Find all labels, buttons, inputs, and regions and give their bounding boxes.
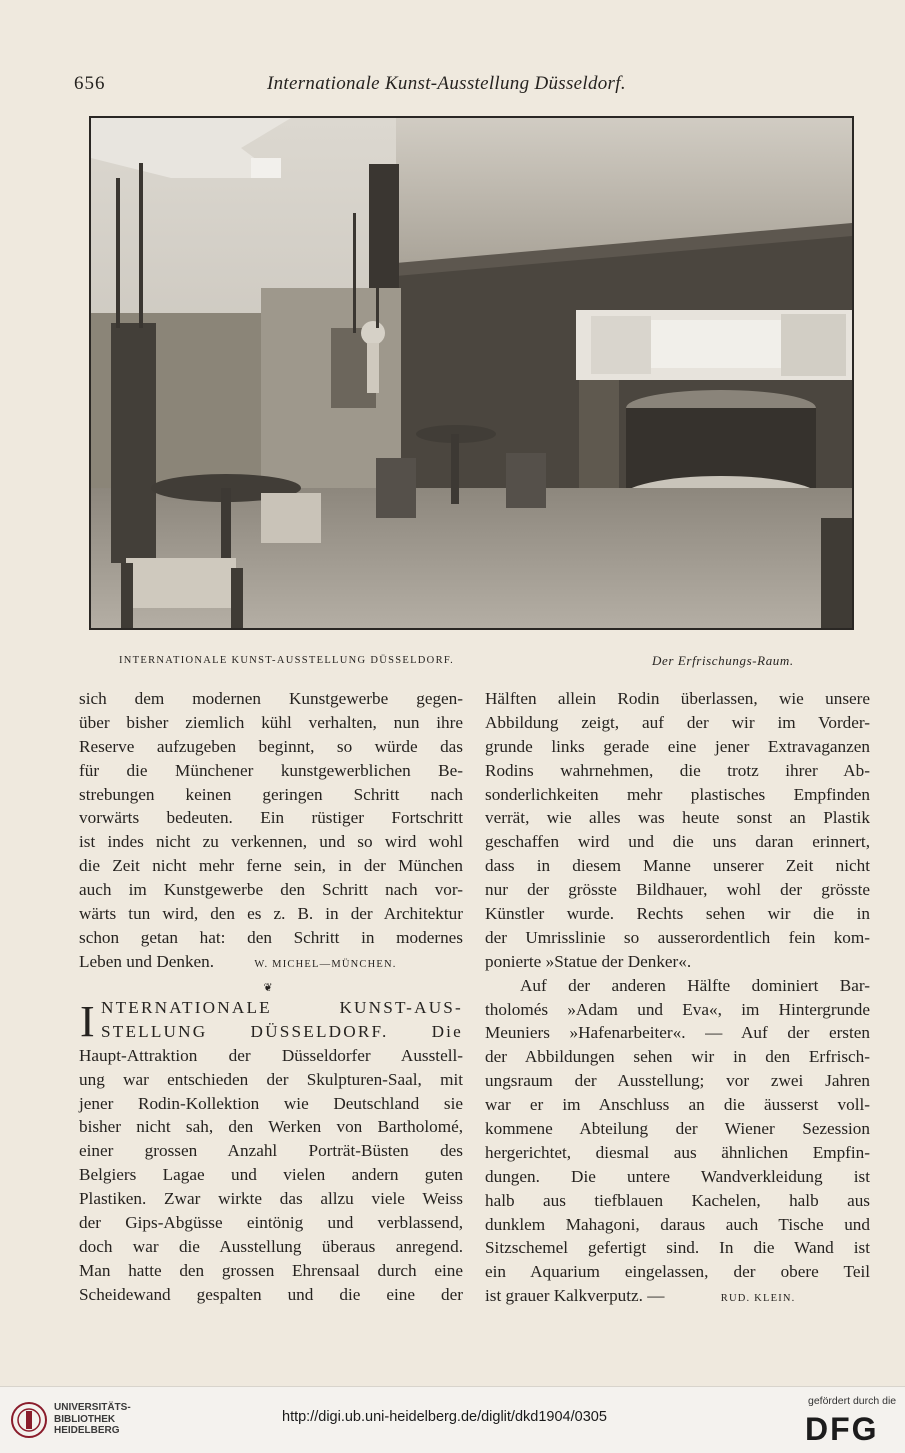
- text-line: für die Münchener kunstgewerblichen Be-: [79, 760, 463, 780]
- text-line: kommene Abteilung der Wiener Sezession: [485, 1119, 870, 1139]
- text-line-with-signature: [79, 950, 463, 974]
- text-line: strebungen keinen geringen Schritt nach: [79, 784, 463, 804]
- author-signature: RUD. KLEIN.: [720, 1293, 796, 1305]
- text-line: der Umrisslinie so ausserordentlich fein kom-: [485, 927, 870, 947]
- text-line: Haupt-Attraktion der Düsseldorfer Ausstell-: [79, 1045, 463, 1065]
- text-line: war er im Anschluss an die äusserst voll-: [485, 1095, 870, 1115]
- library-name-line: HEIDELBERG: [54, 1425, 120, 1436]
- text-line: tholomés »Adam und Eva«, im Hintergrunde: [485, 999, 870, 1019]
- text-line: jener Rodin-Kollektion wie Deutschland sie: [79, 1093, 463, 1113]
- text-line: Scheidewand gespalten und die eine der: [79, 1284, 463, 1304]
- section-heading-line: NTERNATIONALE KUNST-AUS-: [101, 998, 463, 1017]
- text-line: der Abbildungen sehen wir in den Erfrisch-: [485, 1047, 870, 1067]
- text-line: einer grossen Anzahl Porträt-Büsten des: [79, 1141, 463, 1161]
- author-signature: W. MICHEL—MÜNCHEN.: [254, 958, 397, 970]
- text-line: halb aus tiefblauen Kachelen, halb aus: [485, 1190, 870, 1210]
- text-line: Belgiers Lagae und vielen andern guten: [79, 1165, 463, 1185]
- text-line: Abbildung zeigt, auf der wir im Vorder-: [485, 712, 870, 732]
- text-line: Auf der anderen Hälfte dominiert Bar-: [520, 975, 870, 995]
- left-column-article: [79, 996, 463, 1307]
- text-line-with-signature: [485, 1284, 870, 1308]
- text-line: Sitzschemel gefertigt sind. In die Wand ist: [485, 1238, 870, 1258]
- text-line: schon getan hat: den Schritt in modernes: [79, 927, 463, 947]
- text-line: verrät, wie alles was heute sonst an Plastik: [485, 808, 870, 828]
- text-line: nur der grösste Bildhauer, wohl der grösste: [485, 880, 870, 900]
- text-line: sich dem modernen Kunstgewerbe gegen-: [79, 689, 463, 708]
- section-ornament: ❦: [263, 982, 273, 994]
- section-heading-line: [79, 1020, 463, 1044]
- page-number: 656: [74, 73, 106, 94]
- figure-caption-right: Der Erfrischungs-Raum.: [652, 653, 794, 668]
- running-header: [74, 73, 674, 101]
- library-name-line: UNIVERSITÄTS-: [54, 1402, 131, 1413]
- text-line: hergerichtet, diesmal aus ähnlichen Empfin-: [485, 1142, 870, 1162]
- text-line: dass in diesem Manne unserer Zeit nicht: [485, 856, 870, 876]
- halftone-photograph: [89, 116, 854, 630]
- library-name-line: BIBLIOTHEK: [54, 1413, 116, 1425]
- text-line: Meuniers »Hafenarbeiter«. — Auf der ersten: [485, 1023, 870, 1043]
- text-line: die Zeit nicht mehr ferne sein, in der München: [79, 856, 463, 876]
- text-fragment: Leben und Denken.: [79, 951, 215, 971]
- text-line: grunde links gerade eine jener Extravaganzen: [485, 736, 870, 756]
- text-line: ponierte »Statue der Denker«.: [485, 951, 692, 971]
- text-line: ung war entschieden der Skulpturen-Saal, mit: [79, 1069, 463, 1089]
- text-line: ungsraum der Ausstellung; vor zwei Jahren: [485, 1071, 870, 1091]
- text-line: dungen. Die untere Wandverkleidung ist: [485, 1166, 870, 1186]
- text-line: Man hatte den grossen Ehrensaal durch eine: [79, 1260, 463, 1280]
- text-line: dunklem Mahagoni, daraus auch Tische und: [485, 1214, 870, 1234]
- digitization-footer: [0, 1386, 905, 1453]
- dfg-logo[interactable]: DFG: [805, 1411, 879, 1447]
- text-line: ein Aquarium eingelassen, der obere Teil: [485, 1262, 870, 1282]
- refreshment-room-photo: [91, 118, 852, 628]
- text-line: Plastiken. Zwar wirkte das allzu viele Weiss: [79, 1189, 463, 1209]
- drop-cap: I: [80, 997, 95, 1046]
- text-line: Hälften allein Rodin überlassen, wie unsere: [485, 689, 870, 708]
- text-line: wärts tun wird, den es z. B. in der Architektur: [79, 904, 463, 924]
- text-line: Künstler wurde. Rechts sehen wir die in: [485, 904, 870, 924]
- running-title: Internationale Kunst-Ausstellung Düsseldorf.: [267, 73, 626, 94]
- right-column: [485, 687, 870, 1308]
- text-line: vorwärts bedeuten. Ein rüstiger Fortschritt: [79, 808, 463, 828]
- funding-note: gefördert durch die: [808, 1395, 897, 1407]
- figure-caption-left: INTERNATIONALE KUNST-AUSSTELLUNG DÜSSELDORF.: [119, 655, 455, 666]
- text-line: der Gips-Abgüsse eintönig und verblassend,: [79, 1213, 463, 1233]
- left-column-paragraph: [79, 687, 463, 974]
- text-fragment: STELLUNG DÜSSELDORF. Die: [101, 1021, 463, 1041]
- text-line: bisher nicht sah, den Werken von Bartholomé,: [79, 1117, 463, 1137]
- text-line: Reserve aufzugeben beginnt, so würde das: [79, 736, 463, 756]
- text-line: ist indes nicht zu verkennen, und so wird wohl: [79, 832, 463, 852]
- text-line: sonderlichkeiten mehr plastisches Empfinden: [485, 784, 870, 804]
- university-seal-icon: [10, 1401, 48, 1439]
- text-line: auch im Kunstgewerbe den Schritt nach vor-: [79, 880, 463, 900]
- library-name[interactable]: [54, 1402, 131, 1437]
- text-line: geschaffen wird und die uns daran erinnert,: [485, 832, 870, 852]
- text-line: doch war die Ausstellung überaus anregend.: [79, 1236, 463, 1256]
- text-fragment: ist grauer Kalkverputz. —: [485, 1286, 665, 1306]
- text-line: Rodins wahrnehmen, die trotz ihrer Ab-: [485, 760, 870, 780]
- permalink-url[interactable]: http://digi.ub.uni-heidelberg.de/diglit/dkd1904/0305: [282, 1409, 607, 1425]
- text-line: über bisher ziemlich kühl verhalten, nun ihre: [79, 712, 463, 732]
